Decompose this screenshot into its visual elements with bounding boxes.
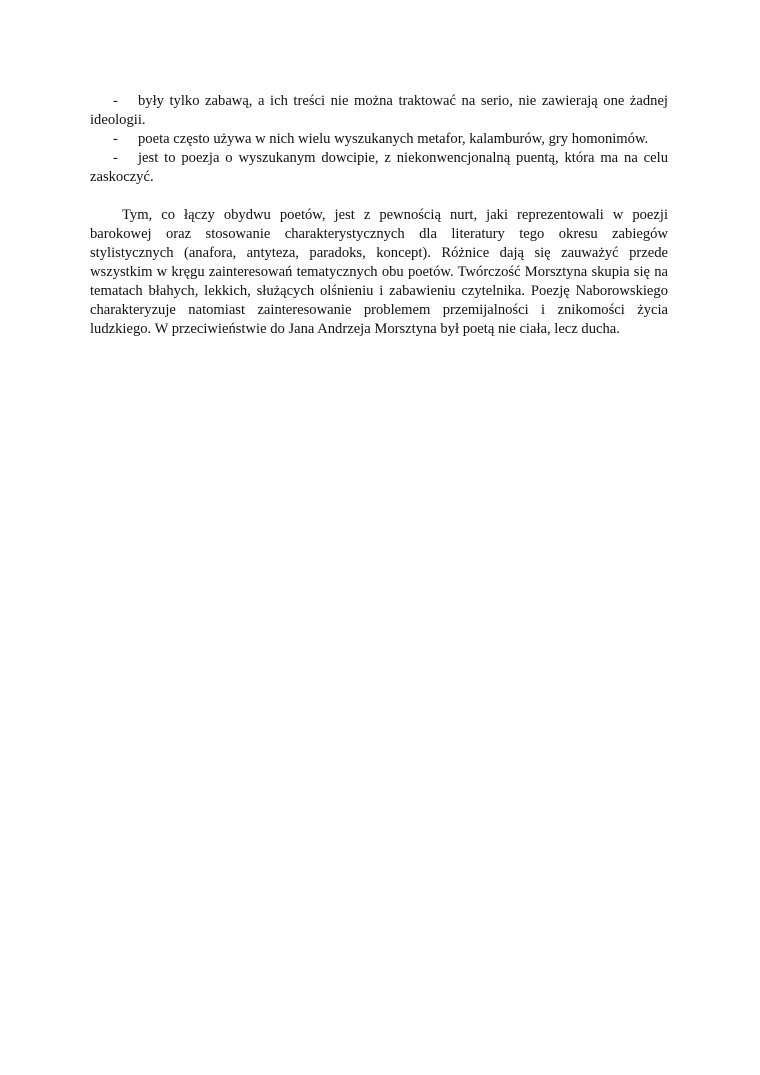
dash-marker: - — [113, 93, 118, 109]
list-item — [90, 92, 668, 130]
list-item-text: poeta często używa w nich wielu wyszukanych metafor, kalamburów, gry homonimów. — [138, 131, 649, 147]
bullet-list — [90, 92, 668, 187]
list-item — [90, 130, 668, 149]
document-page — [90, 92, 668, 339]
body-paragraph: Tym, co łączy obydwu poetów, jest z pewnością nurt, jaki reprezentowali w poezji barokowej oraz stosowanie charakterystycznych dla literatury tego okresu zabiegów stylistycznych (anafora, antyteza, paradoks, koncept). Różnice dają się zauważyć przede wszystkim w kręgu zainteresowań tematycznych obu poetów. Twórczość Morsztyna skupia się na tematach błahych, lekkich, służących olśnieniu i zabawieniu czytelnika. Poezję Naborowskiego charakteryzuje natomiast zainteresowanie problemem przemijalności i znikomości życia ludzkiego. W przeciwieństwie do Jana Andrzeja Morsztyna był poetą nie ciała, lecz ducha. — [90, 207, 668, 337]
dash-marker: - — [113, 131, 118, 147]
list-item-text: jest to poezja o wyszukanym dowcipie, z niekonwencjonalną puentą, która ma na celu zaskoczyć. — [90, 150, 668, 185]
dash-marker: - — [113, 150, 118, 166]
list-item — [90, 149, 668, 187]
list-item-text: były tylko zabawą, a ich treści nie można traktować na serio, nie zawierają one żadnej ideologii. — [90, 93, 668, 128]
